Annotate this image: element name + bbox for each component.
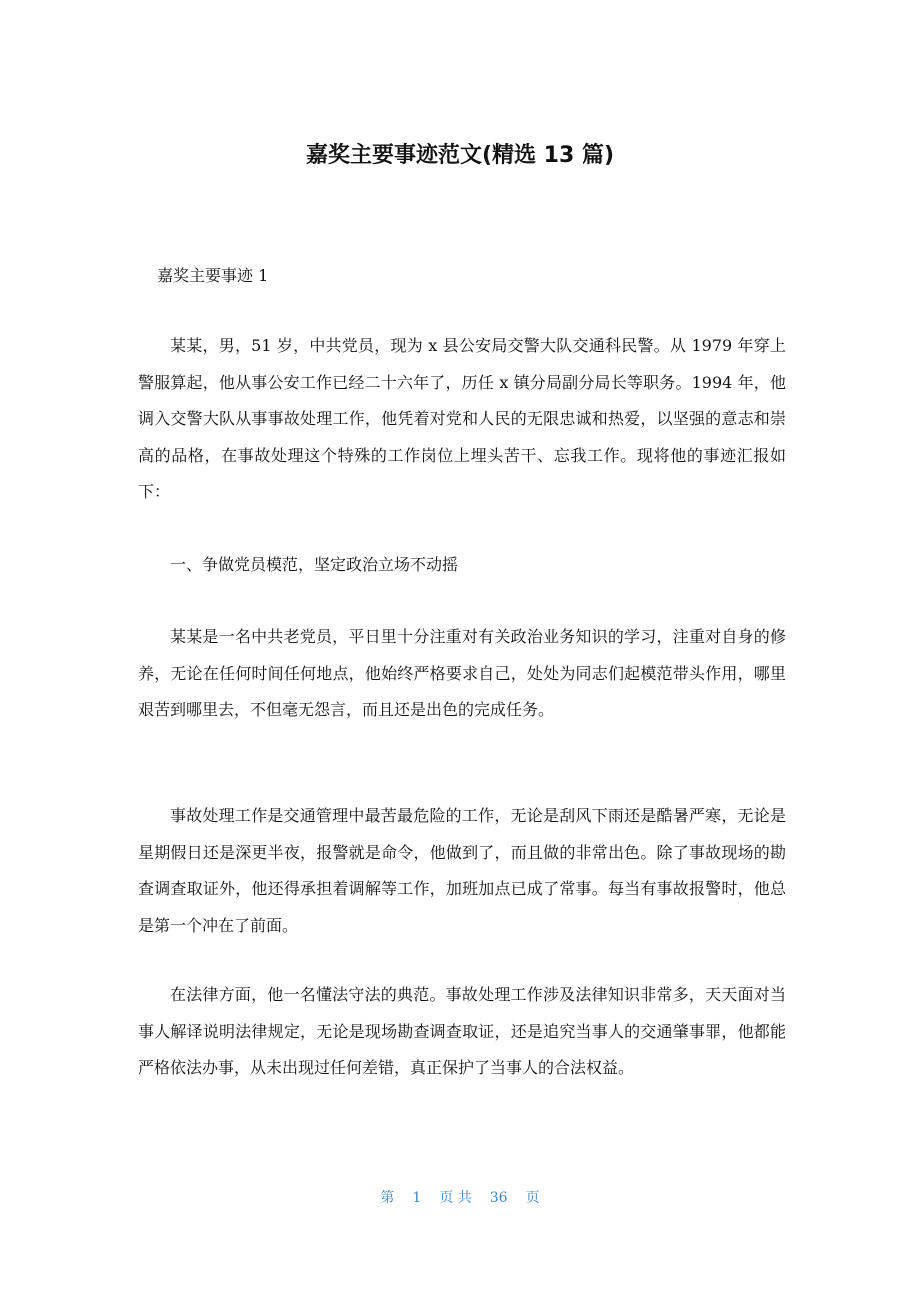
page-footer: [0, 1186, 920, 1210]
document-title: 嘉奖主要事迹范文(精选 13 篇): [305, 143, 615, 168]
footer-middle: 页 共: [439, 1190, 472, 1206]
paragraph-subheading: 一、争做党员模范，坚定政治立场不动摇: [170, 555, 459, 574]
footer-page-number: 1: [412, 1190, 422, 1206]
footer-prefix: 第: [380, 1190, 395, 1206]
section-heading: 嘉奖主要事迹 1: [157, 266, 269, 285]
paragraph-law: 在法律方面，他一名懂法守法的典范。事故处理工作涉及法律知识非常多，天天面对当事人解译说明法律规定，无论是现场勘查调查取证，还是追究当事人的交通肇事罪，他都能严格依法办事，从未出现过任何差错，真正保护了当事人的合法权益。: [138, 985, 786, 1077]
paragraph-party-member: 某某是一名中共老党员，平日里十分注重对有关政治业务知识的学习，注重对自身的修养，无论在任何时间任何地点，他始终严格要求自己，处处为同志们起模范带头作用，哪里艰苦到哪里去，不但毫无怨言，而且还是出色的完成任务。: [138, 627, 786, 719]
footer-total-pages: 36: [489, 1190, 508, 1206]
footer-suffix: 页: [525, 1190, 540, 1206]
paragraph-accident-work: 事故处理工作是交通管理中最苦最危险的工作，无论是刮风下雨还是酷暑严寒，无论是星期假日还是深更半夜，报警就是命令，他做到了，而且做的非常出色。除了事故现场的勘查调查取证外，他还得承担着调解等工作，加班加点已成了常事。每当有事故报警时，他总是第一个冲在了前面。: [138, 806, 786, 935]
paragraph-intro: 某某，男，51 岁，中共党员，现为 x 县公安局交警大队交通科民警。从 1979 年穿上警服算起，他从事公安工作已经二十六年了，历任 x 镇分局副分局长等职务。1994 年，他调入交警大队从事事故处理工作，他凭着对党和人民的无限忠诚和热爱，以坚强的意志和崇高的品格，在事故处理这个特殊的工作岗位上埋头苦干、忘我工作。现将他的事迹汇报如下：: [138, 336, 786, 501]
